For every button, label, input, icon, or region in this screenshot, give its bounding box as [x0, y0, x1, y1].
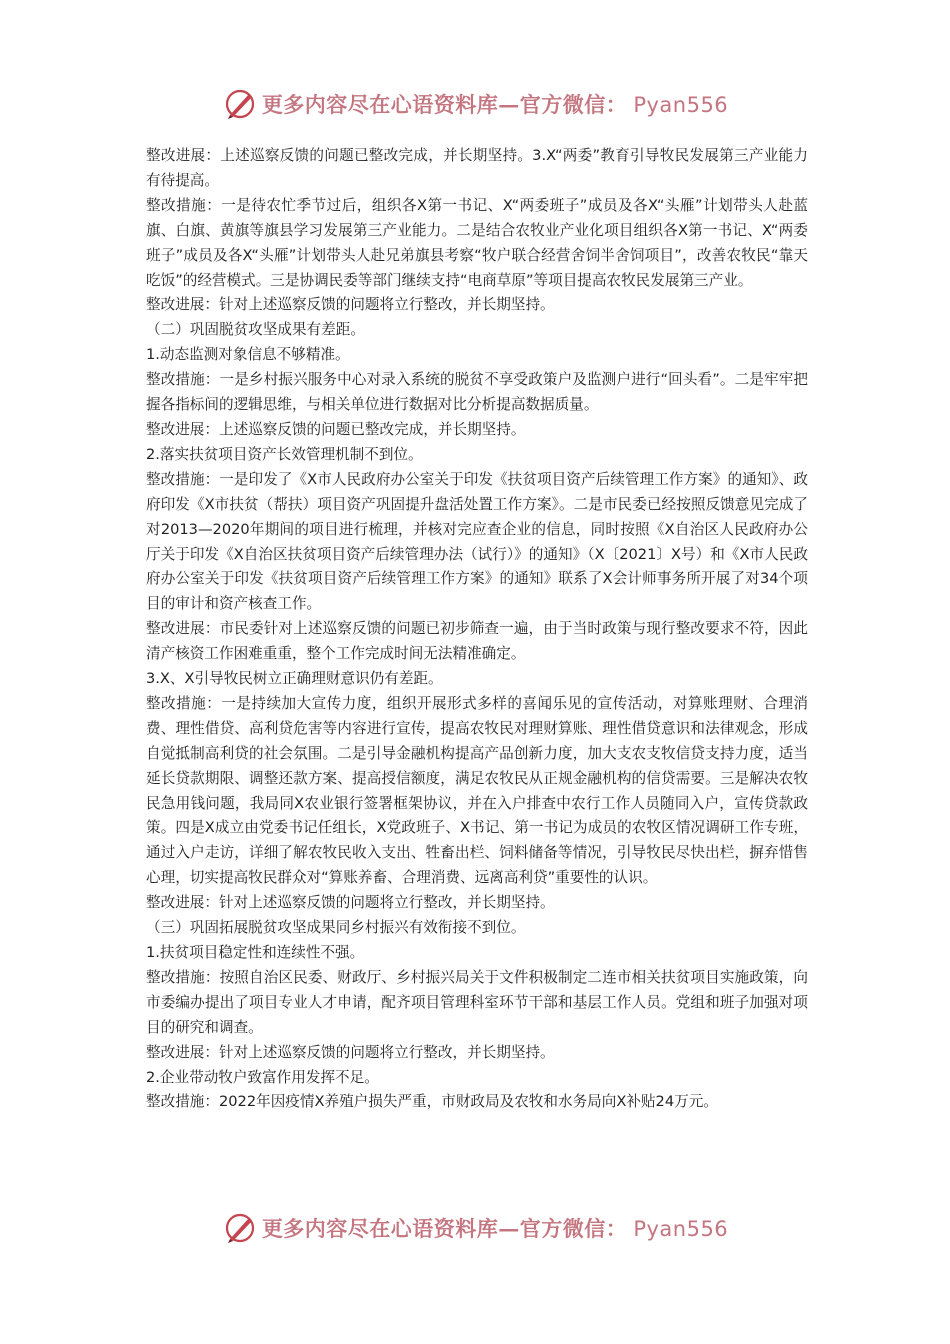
document-body	[146, 144, 808, 1115]
paragraph: 整改进展：针对上述巡察反馈的问题将立行整改，并长期坚持。	[146, 894, 555, 912]
paragraph: 整改进展：上述巡察反馈的问题已整改完成，并长期坚持。	[146, 420, 526, 438]
paragraph: 整改措施：一是乡村振兴服务中心对录入系统的脱贫不享受政策户及监测户进行“回头看”。二是牢牢把握各指标间的逻辑思维，与相关单位进行数据对比分析提高数据质量。	[146, 371, 808, 414]
wechat-id: Pyan556	[633, 93, 729, 117]
paragraph: 整改进展：针对上述巡察反馈的问题将立行整改，并长期坚持。	[146, 296, 555, 314]
paragraph: 整改措施：一是印发了《X市人民政府办公室关于印发《扶贫项目资产后续管理工作方案》的通知》、政府印发《X市扶贫（帮扶）项目资产巩固提升盘活处置工作方案》。二是市民委已经按照反馈意见完成了对2013—2020年期间的项目进行梳理，并核对完应查企业的信息，同时按照《X自治区人民政府办公厅关于印发《X自治区扶贫项目资产后续管理办法（试行）》的通知》（X〔2021〕X号）和《X市人民政府办公室关于印发《扶贫项目资产后续管理工作方案》的通知》联系了X会计师事务所开展了对34个项目的审计和资产核查工作。	[146, 470, 808, 613]
footer-watermark-banner	[0, 1208, 950, 1248]
section-heading: （二）巩固脱贫攻坚成果有差距。	[146, 321, 365, 339]
paragraph: 整改进展：针对上述巡察反馈的问题将立行整改，并长期坚持。	[146, 1043, 555, 1061]
banner-text: 更多内容尽在心语资料库—官方微信： Pyan556	[261, 92, 729, 117]
wechat-id: Pyan556	[633, 1217, 729, 1241]
header-watermark-banner	[0, 84, 950, 124]
paragraph: 整改措施：按照自治区民委、财政厅、乡村振兴局关于文件积极制定二连市相关扶贫项目实施政策，向市委编办提出了项目专业人才申请，配齐项目管理科室环节干部和基层工作人员。党组和班子加强对项目的研究和调查。	[146, 968, 808, 1036]
banner-text: 更多内容尽在心语资料库—官方微信： Pyan556	[261, 1216, 729, 1241]
pen-logo-icon	[222, 1210, 258, 1246]
paragraph: 整改措施：2022年因疫情X养殖户损失严重，市财政局及农牧和水务局向X补贴24万元。	[146, 1093, 718, 1111]
item-heading: 1.动态监测对象信息不够精准。	[146, 346, 350, 364]
paragraph: 整改进展：市民委针对上述巡察反馈的问题已初步筛查一遍，由于当时政策与现行整改要求不符，因此清产核资工作困难重重，整个工作完成时间无法精准确定。	[146, 620, 808, 663]
paragraph: 整改进展：上述巡察反馈的问题已整改完成，并长期坚持。3.X“两委”教育引导牧民发展第三产业能力有待提高。	[146, 147, 808, 189]
item-heading: 2.落实扶贫项目资产长效管理机制不到位。	[146, 445, 423, 463]
paragraph: 整改措施：一是持续加大宣传力度，组织开展形式多样的喜闻乐见的宣传活动，对算账理财、合理消费、理性借贷、高利贷危害等内容进行宣传，提高农牧民对理财算账、理性借贷意识和法律观念，形成自觉抵制高利贷的社会氛围。二是引导金融机构提高产品创新力度，加大支农支牧信贷支持力度，适当延长贷款期限、调整还款方案、提高授信额度，满足农牧民从正规金融机构的信贷需要。三是解决农牧民急用钱问题，我局同X农业银行签署框架协议，并在入户排查中农行工作人员随同入户，宣传贷款政策。四是X成立由党委书记任组长，X党政班子、X书记、第一书记为成员的农牧区情况调研工作专班，通过入户走访，详细了解农牧民收入支出、牲畜出栏、饲料储备等情况，引导牧民尽快出栏，摒弃惜售心理，切实提高牧民群众对“算账养畜、合理消费、远离高利贷”重要性的认识。	[146, 694, 808, 887]
item-heading: 2.企业带动牧户致富作用发挥不足。	[146, 1068, 379, 1086]
item-heading: 3.X、X引导牧民树立正确理财意识仍有差距。	[146, 670, 443, 688]
pen-logo-icon	[222, 86, 258, 122]
section-heading: （三）巩固拓展脱贫攻坚成果同乡村振兴有效衔接不到位。	[146, 919, 526, 937]
paragraph: 整改措施：一是待农忙季节过后，组织各X第一书记、X“两委班子”成员及各X“头雁”计划带头人赴蓝旗、白旗、黄旗等旗县学习发展第三产业能力。二是结合农牧业产业化项目组织各X第一书记、X“两委班子”成员及各X“头雁”计划带头人赴兄弟旗县考察“牧户联合经营舍饲半舍饲项目”，改善农牧民“靠天吃饭”的经营模式。三是协调民委等部门继续支持“电商草原”等项目提高农牧民发展第三产业。	[146, 196, 808, 289]
item-heading: 1.扶贫项目稳定性和连续性不强。	[146, 944, 365, 961]
